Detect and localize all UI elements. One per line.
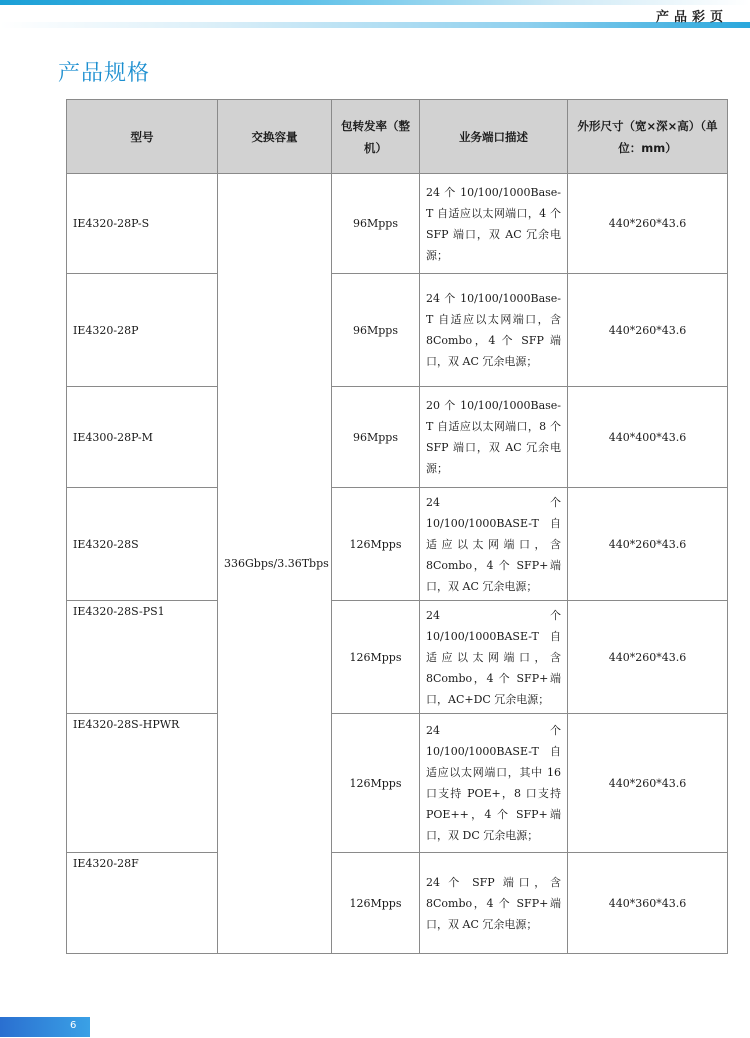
cell-model: IE4320-28P <box>67 274 218 387</box>
cell-ports: 24 个 SFP 端口，含 8Combo，4 个 SFP+端口，双 AC 冗余电源； <box>420 853 568 954</box>
cell-forwarding: 126Mpps <box>332 488 420 601</box>
table-row <box>67 488 728 601</box>
table-row <box>67 174 728 274</box>
cell-forwarding: 96Mpps <box>332 174 420 274</box>
cell-ports: 24 个 10/100/1000Base-T 自适应以太网端口，含 8Combo，4 个 SFP 端口，双 AC 冗余电源； <box>420 274 568 387</box>
cell-ports: 24 个 10/100/1000BASE-T 自适应以太网端口，其中 16 口支持 POE+，8 口支持 POE++，4 个 SFP+端口，双 DC 冗余电源； <box>420 714 568 853</box>
header-forwarding: 包转发率（整机） <box>332 100 420 174</box>
cell-forwarding: 96Mpps <box>332 387 420 488</box>
table-header-row <box>67 100 728 174</box>
section-title: 产品规格 <box>58 61 151 86</box>
cell-model: IE4320-28P-S <box>67 174 218 274</box>
cell-model: IE4300-28P-M <box>67 387 218 488</box>
footer-bar <box>0 1017 90 1037</box>
cell-forwarding: 126Mpps <box>332 853 420 954</box>
cell-model: IE4320-28S-PS1 <box>67 601 218 714</box>
header-model: 型号 <box>67 100 218 174</box>
table-row <box>67 387 728 488</box>
cell-ports: 24 个 10/100/1000Base-T 自适应以太网端口，4 个 SFP 端口，双 AC 冗余电源； <box>420 174 568 274</box>
cell-ports: 24 个 10/100/1000BASE-T 自适应以太网端口，含 8Combo，4 个 SFP+端口，AC+DC 冗余电源； <box>420 601 568 714</box>
table-row <box>67 714 728 853</box>
cell-dimensions: 440*260*43.6 <box>568 714 728 853</box>
cell-forwarding: 126Mpps <box>332 714 420 853</box>
cell-model: IE4320-28S <box>67 488 218 601</box>
header-label: 产品彩页 <box>655 10 728 25</box>
cell-capacity: 336Gbps/3.36Tbps <box>218 174 332 954</box>
cell-dimensions: 440*400*43.6 <box>568 387 728 488</box>
spec-table <box>66 99 728 954</box>
header-dimensions: 外形尺寸（宽×深×高）（单位：mm） <box>568 100 728 174</box>
cell-forwarding: 126Mpps <box>332 601 420 714</box>
cell-ports: 20 个 10/100/1000Base-T 自适应以太网端口，8 个 SFP 端口，双 AC 冗余电源； <box>420 387 568 488</box>
cell-dimensions: 440*260*43.6 <box>568 174 728 274</box>
cell-dimensions: 440*260*43.6 <box>568 488 728 601</box>
page-number: 6 <box>70 1020 77 1031</box>
cell-ports: 24 个 10/100/1000BASE-T 自适应以太网端口，含 8Combo，4 个 SFP+端口，双 AC 冗余电源； <box>420 488 568 601</box>
cell-model: IE4320-28S-HPWR <box>67 714 218 853</box>
header-ports: 业务端口描述 <box>420 100 568 174</box>
cell-dimensions: 440*360*43.6 <box>568 853 728 954</box>
cell-forwarding: 96Mpps <box>332 274 420 387</box>
cell-dimensions: 440*260*43.6 <box>568 274 728 387</box>
table-row <box>67 853 728 954</box>
header-capacity: 交换容量 <box>218 100 332 174</box>
cell-model: IE4320-28F <box>67 853 218 954</box>
header-accent-line <box>0 22 750 28</box>
header-top-bar <box>0 0 750 5</box>
table-row <box>67 274 728 387</box>
cell-dimensions: 440*260*43.6 <box>568 601 728 714</box>
table-row <box>67 601 728 714</box>
